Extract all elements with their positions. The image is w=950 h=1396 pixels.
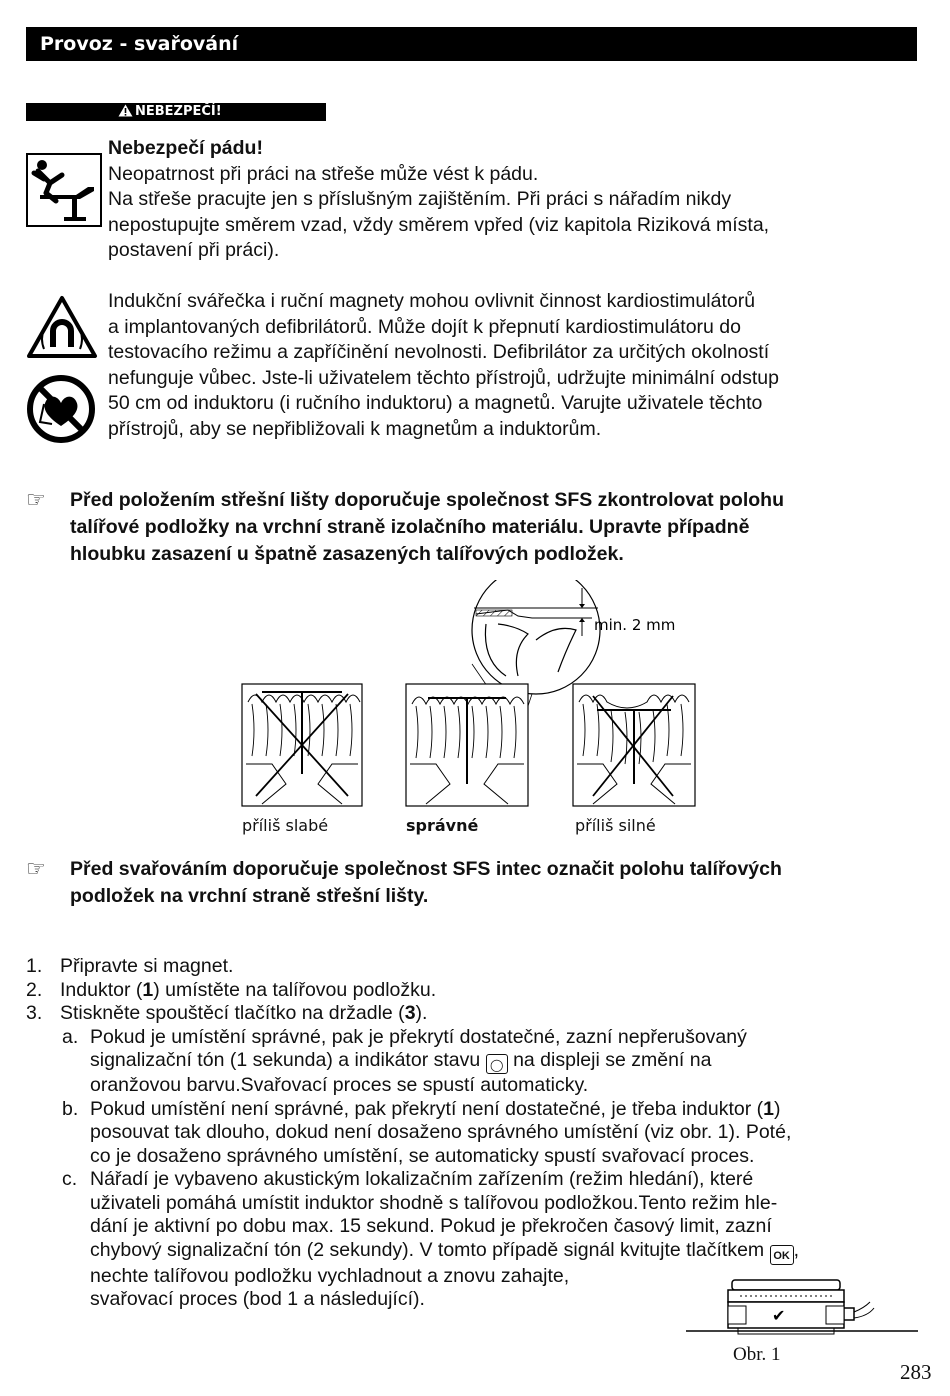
fall-warning	[108, 136, 928, 264]
caption-correct: správné	[406, 816, 479, 835]
plate-depth-figure	[236, 580, 706, 812]
hand-pointer-icon: ☞	[26, 856, 46, 881]
step-text: Induktor (	[60, 978, 143, 1001]
substep-line: Pokud je umístění správné, pak je překrytí dostatečné, zazní nepřerušovaný	[90, 1025, 747, 1048]
section-header	[26, 27, 917, 61]
fall-warning-line: postavení při práci).	[108, 239, 280, 262]
part-ref: 3	[404, 1002, 416, 1024]
step-text: Stiskněte spouštěcí tlačítko na držadle (	[60, 1002, 405, 1024]
note-line: talířové podložky na vrchní straně izolačního materiálu. Upravte případně	[70, 516, 750, 538]
substep-line: co je dosaženo správného umístění, se automaticky spustí svařovací proces.	[90, 1144, 755, 1167]
note-line: podložek na vrchní straně střešní lišty.	[70, 885, 429, 907]
step-number: 1.	[26, 955, 43, 977]
check-mark-icon: ✔	[772, 1306, 786, 1325]
caption-too-strong: příliš silné	[575, 816, 656, 835]
section-title: Provoz - svařování	[40, 33, 239, 55]
substep-label: b.	[62, 1097, 79, 1120]
fall-warning-heading: Nebezpečí pádu!	[108, 137, 263, 159]
substep-line: nechte talířovou podložku vychladnout a znovu zahajte,	[90, 1264, 570, 1287]
danger-banner	[26, 103, 326, 121]
warning-triangle-icon	[118, 104, 133, 117]
magnet-warning	[108, 289, 928, 443]
steps-list	[26, 955, 926, 1312]
step-text: ).	[415, 1002, 428, 1024]
step-1	[26, 955, 926, 979]
no-pacemaker-icon	[26, 374, 96, 444]
panel-correct	[406, 684, 528, 806]
substep-b	[26, 1098, 926, 1169]
substep-text: chybový signalizační tón (2 sekundy). V tomto případě signál kvitujte tlačítkem	[90, 1238, 765, 1261]
caption-too-weak: příliš slabé	[242, 816, 329, 835]
substep-text: )	[774, 1097, 781, 1120]
status-indicator-icon: ◯	[486, 1054, 508, 1074]
inductor-figure	[684, 1276, 920, 1342]
note-line: hloubku zasazení u špatně zasazených talířových podložek.	[70, 543, 624, 565]
magnet-warning-line: nefunguje vůbec. Jste-li uživatelem těchto přístrojů, udržujte minimální odstup	[108, 366, 779, 389]
fall-warning-line: Neopatrnost při práci na střeše může vést k pádu.	[108, 162, 539, 185]
note-mark-plates	[70, 856, 930, 910]
ok-button-icon: OK	[770, 1245, 794, 1265]
substep-text: Pokud umístění není správné, pak překrytí není dostatečné, je třeba induktor (	[90, 1097, 764, 1120]
hand-pointer-icon: ☞	[26, 487, 46, 512]
magnet-warning-line: 50 cm od induktoru (i ručního induktoru) a magnetů. Varujte uživatele těchto	[108, 392, 763, 415]
substep-text: signalizační tón (1 sekunda) a indikátor stavu	[90, 1049, 481, 1071]
substep-label: a.	[62, 1025, 79, 1048]
fall-hazard-icon	[26, 153, 102, 227]
panel-too-weak	[242, 684, 362, 806]
substep-line	[90, 1239, 926, 1265]
step-3	[26, 1002, 926, 1026]
substep-line	[90, 1098, 926, 1122]
part-ref: 1	[763, 1097, 774, 1120]
magnet-warning-line: testovacího režimu a zapříčinění nevolnosti. Defibrilátor za určitých okolností	[108, 341, 770, 364]
part-ref: 1	[142, 978, 154, 1001]
magnet-warning-line: a implantovaných defibrilátorů. Může dojít k přepnutí kardiostimulátoru do	[108, 315, 741, 338]
min-depth-label: min. 2 mm	[594, 616, 676, 634]
magnet-warning-line: přístrojů, aby se nepřibližovali k magnetům a induktorům.	[108, 417, 602, 440]
note-line: Před svařováním doporučuje společnost SFS intec označit polohu talířových	[70, 858, 782, 880]
substep-line: oranžovou barvu.Svařovací proces se spustí automaticky.	[90, 1074, 589, 1096]
magnet-warning-line: Indukční svářečka i ruční magnety mohou ovlivnit činnost kardiostimulátorů	[108, 290, 756, 312]
danger-label: NEBEZPEČÍ!	[135, 104, 222, 119]
panel-too-strong	[573, 684, 695, 806]
substep-line: Nářadí je vybaveno akustickým lokalizačním zařízením (režim hledání), které	[90, 1168, 754, 1190]
step-text: Připravte si magnet.	[60, 955, 234, 977]
substep-text: na displeji se změní na	[513, 1049, 712, 1071]
substep-line: svařovací proces (bod 1 a následující).	[90, 1288, 425, 1310]
step-number: 2.	[26, 978, 43, 1001]
fall-warning-line: nepostupujte směrem vzad, vždy směrem vpřed (viz kapitola Riziková místa,	[108, 213, 770, 236]
page-number: 283	[900, 1360, 932, 1384]
substep-a	[26, 1026, 926, 1098]
figure-caption: Obr. 1	[733, 1344, 781, 1365]
note-inspect-plates	[70, 487, 930, 568]
note-line: Před položením střešní lišty doporučuje společnost SFS zkontrolovat polohu	[70, 489, 784, 511]
fall-warning-line: Na střeše pracujte jen s příslušným zajištěním. Při práci s nářadím nikdy	[108, 188, 732, 211]
step-number: 3.	[26, 1002, 43, 1024]
substep-text: ,	[793, 1238, 800, 1261]
substep-line: posouvat tak dlouho, dokud není dosaženo správného umístění (viz obr. 1). Poté,	[90, 1121, 792, 1143]
substep-line: uživateli pomáhá umístit induktor shodně s talířovou podložkou.Tento režim hle-	[90, 1191, 778, 1214]
substep-label: c.	[62, 1168, 78, 1190]
substep-line: dání je aktivní po dobu max. 15 sekund. Pokud je překročen časový limit, zazní	[90, 1215, 772, 1237]
magnetic-field-warning-icon	[26, 295, 98, 359]
step-2	[26, 979, 926, 1003]
step-text: ) umístěte na talířovou podložku.	[153, 978, 437, 1001]
substep-line	[90, 1049, 926, 1074]
